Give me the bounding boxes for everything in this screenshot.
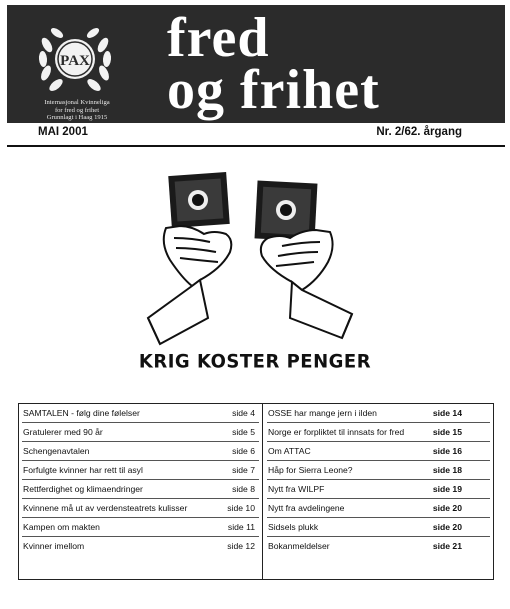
toc-page: side 6 (232, 446, 255, 456)
right-hand (261, 230, 352, 338)
toc-title: Kvinnene må ut av verdensteatrets kulisser (23, 503, 188, 513)
toc-row[interactable] (22, 423, 259, 442)
toc-row[interactable] (22, 480, 259, 499)
toc-page: side 4 (232, 408, 255, 418)
toc-title: Kampen om makten (23, 522, 100, 532)
toc-row[interactable] (267, 423, 490, 442)
table-of-contents (18, 403, 494, 580)
toc-page: side 11 (227, 522, 255, 532)
toc-row[interactable] (22, 537, 259, 555)
title-line-2: og frihet (167, 59, 380, 121)
toc-row[interactable] (22, 461, 259, 480)
logo-caption-line: for fred og frihet (54, 106, 100, 114)
toc-row[interactable] (267, 404, 490, 423)
left-hand (148, 226, 231, 344)
masthead-banner (7, 5, 505, 123)
toc-row[interactable] (22, 442, 259, 461)
toc-title: Norge er forpliktet til innsats for fred (268, 427, 405, 437)
toc-page: side 10 (227, 503, 255, 513)
hands-holding-money-illustration (130, 168, 380, 348)
issue-number: Nr. 2/62. årgang (376, 126, 462, 138)
logo-caption-line: Internasjonal Kvinneliga (44, 99, 110, 106)
cover-caption: KRIG KOSTER PENGER (138, 350, 372, 373)
toc-left-column (19, 404, 263, 579)
toc-page: side 7 (232, 465, 255, 475)
toc-page: side 19 (432, 484, 462, 494)
toc-title: Om ATTAC (268, 446, 311, 456)
toc-page: side 20 (432, 522, 462, 532)
toc-page: side 5 (232, 427, 255, 437)
toc-page: side 8 (232, 484, 255, 494)
title-line-1: fred (167, 7, 270, 69)
toc-row[interactable] (267, 461, 490, 480)
toc-row[interactable] (22, 518, 259, 537)
toc-title: Bokanmeldelser (268, 541, 330, 551)
toc-title: Schengenavtalen (23, 446, 90, 456)
magazine-title (167, 7, 380, 121)
logo-caption (29, 99, 125, 122)
toc-page: side 18 (432, 465, 462, 475)
pax-wreath-logo (33, 15, 117, 99)
toc-page: side 14 (432, 408, 462, 418)
toc-right-column (264, 404, 493, 579)
toc-title: Gratulerer med 90 år (23, 427, 103, 437)
toc-title: Nytt fra avdelingene (268, 503, 345, 513)
left-banknote (168, 172, 229, 228)
toc-title: Sidsels plukk (268, 522, 319, 532)
logo-text: PAX (60, 53, 90, 69)
toc-page: side 15 (432, 427, 462, 437)
toc-row[interactable] (267, 537, 490, 555)
issue-date: MAI 2001 (38, 126, 88, 138)
toc-title: OSSE har mange jern i ilden (268, 408, 377, 418)
toc-row[interactable] (267, 499, 490, 518)
toc-title: Forfulgte kvinner har rett til asyl (23, 465, 143, 475)
toc-title: Rettferdighet og klimaendringer (23, 484, 143, 494)
toc-page: side 21 (432, 541, 462, 551)
toc-row[interactable] (22, 404, 259, 423)
header-divider (7, 145, 505, 147)
toc-page: side 12 (227, 541, 255, 551)
toc-title: Kvinner imellom (23, 541, 85, 551)
toc-row[interactable] (267, 518, 490, 537)
toc-row[interactable] (22, 499, 259, 518)
toc-page: side 20 (432, 503, 462, 513)
toc-title: Nytt fra WILPF (268, 484, 325, 494)
toc-page: side 16 (432, 446, 462, 456)
toc-title: Håp for Sierra Leone? (268, 465, 353, 475)
logo-caption-line: Grunnlagt i Haag 1915 (46, 114, 108, 122)
toc-row[interactable] (267, 480, 490, 499)
toc-row[interactable] (267, 442, 490, 461)
toc-title: SAMTALEN - følg dine følelser (23, 408, 140, 418)
